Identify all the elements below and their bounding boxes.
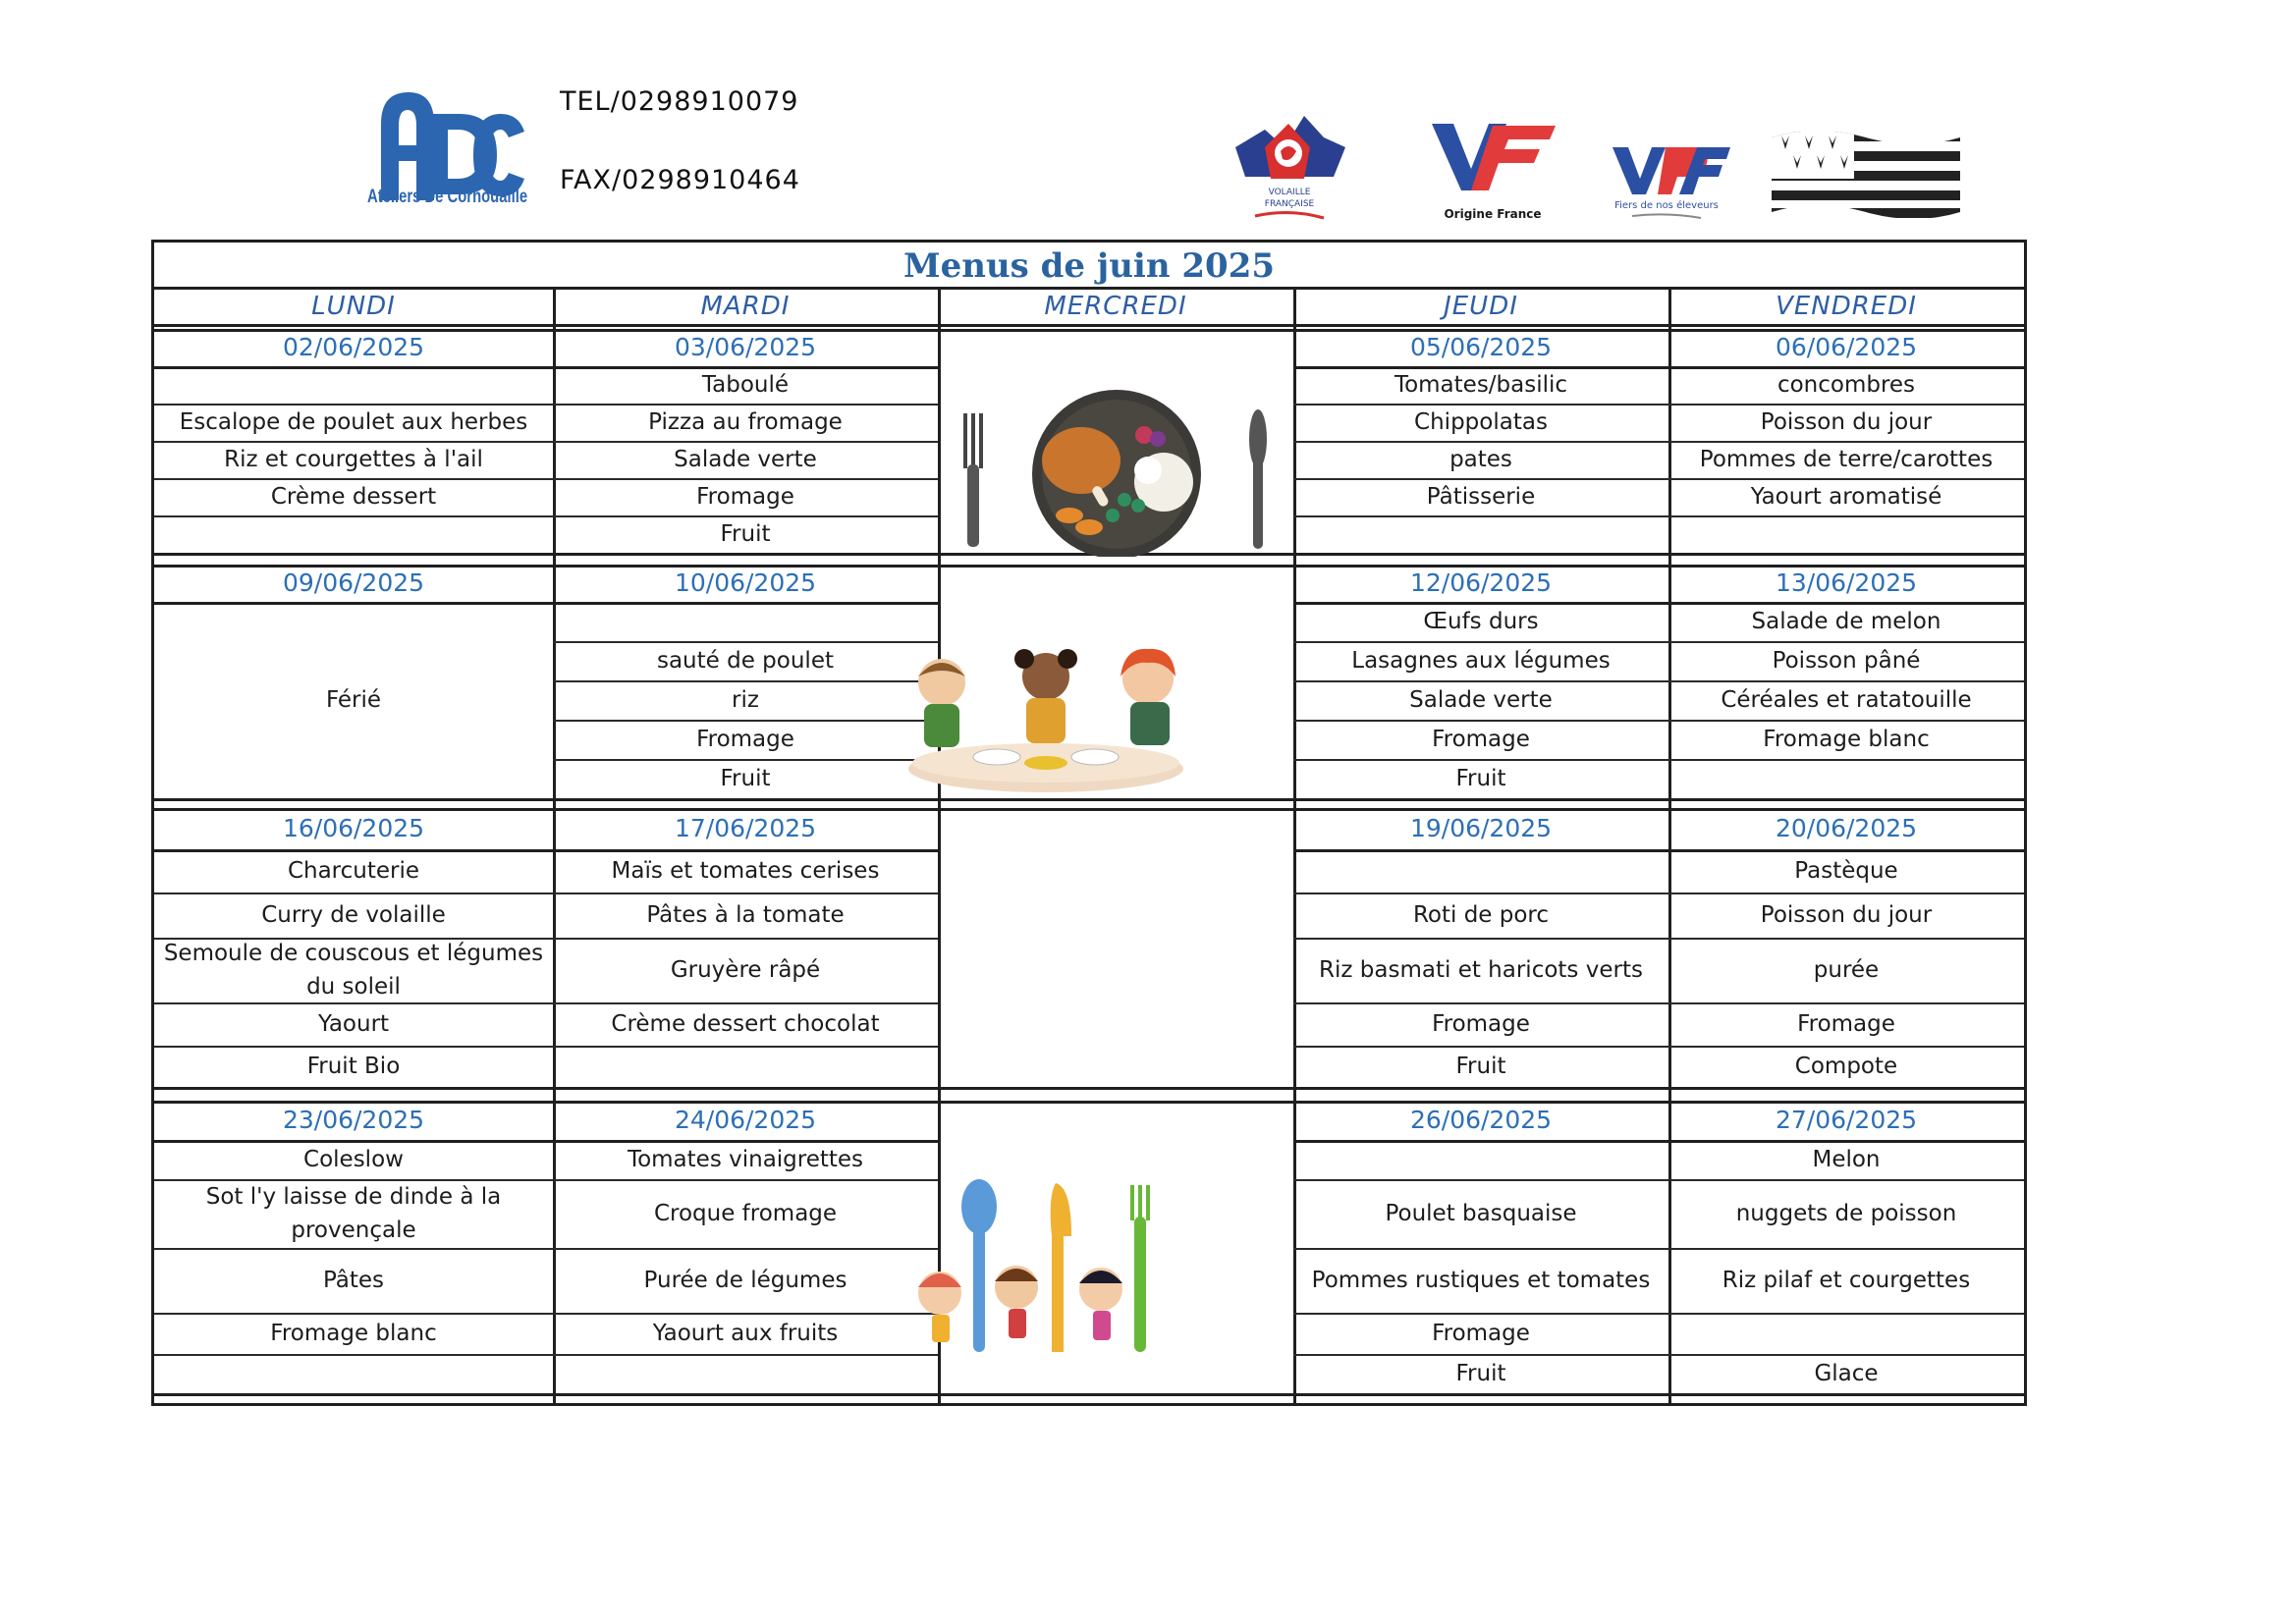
menu-item: Salade de melon <box>1751 609 1941 634</box>
day-header-lundi: LUNDI <box>154 290 553 327</box>
menu-item: Riz et courgettes à l'ail <box>224 447 483 472</box>
menu-item <box>1668 1313 2024 1354</box>
row-divider <box>154 565 2024 568</box>
date-cell-lundi: 23/06/2025 <box>282 1106 425 1134</box>
menu-item: Fromage <box>1432 727 1530 752</box>
menu-item <box>154 366 553 404</box>
contact-telephone: TEL/0298910079 <box>560 86 799 117</box>
menu-item: Fromage <box>1797 1011 1895 1037</box>
date-cell-jeudi: 19/06/2025 <box>1409 814 1553 842</box>
date-cell-mardi: 10/06/2025 <box>674 568 817 597</box>
menu-item: Tomates/basilic <box>1394 372 1568 398</box>
menu-item: Riz basmati et haricots verts <box>1319 957 1643 983</box>
svg-text:VOLAILLE: VOLAILLE <box>1268 188 1311 197</box>
page-header <box>0 0 2296 236</box>
date-cell-vendredi: 13/06/2025 <box>1775 568 1918 597</box>
date-cell-mardi: 03/06/2025 <box>674 333 817 361</box>
menu-item: Lasagnes aux légumes <box>1351 648 1611 674</box>
menu-item: Yaourt aromatisé <box>1750 484 1942 510</box>
menu-item: Poulet basquaise <box>1385 1201 1577 1226</box>
menu-item: Pâtes à la tomate <box>646 902 845 928</box>
menu-item: Pâtes <box>322 1268 385 1293</box>
date-cell-vendredi: 06/06/2025 <box>1775 333 1918 361</box>
menu-item: Sot l'y laisse de dinde à la provençale <box>205 1184 502 1243</box>
table-title: Menus de juin 2025 <box>902 246 1276 286</box>
svg-text:FRANÇAISE: FRANÇAISE <box>1264 199 1315 209</box>
day-header-mardi: MARDI <box>553 290 938 327</box>
title-row <box>154 243 2024 290</box>
menu-item: Fromage <box>1432 1321 1530 1346</box>
menu-item: Semoule de couscous et légumes du soleil <box>163 941 544 1000</box>
volaille-francaise-badge <box>1226 108 1353 224</box>
svg-text:Origine France: Origine France <box>1444 207 1542 221</box>
menu-item: Pizza au fromage <box>648 409 843 435</box>
menu-item: Escalope de poulet aux herbes <box>179 409 528 435</box>
row-divider <box>154 1393 2024 1396</box>
menu-item: Fruit <box>1455 1361 1506 1386</box>
menu-item: Melon <box>1812 1147 1881 1172</box>
menu-item: Crème dessert <box>270 484 437 510</box>
menu-item <box>1293 849 1668 893</box>
menu-table <box>151 240 2027 1406</box>
menu-item: Fromage blanc <box>1763 727 1930 752</box>
menu-item: Purée de légumes <box>643 1268 847 1293</box>
plate-icon <box>956 380 1280 557</box>
menu-item: Pommes rustiques et tomates <box>1311 1268 1651 1293</box>
date-cell-mercredi <box>938 1101 1293 1140</box>
menu-item: Chippolatas <box>1414 409 1548 435</box>
menu-item: Fruit <box>720 766 771 791</box>
kids-at-table-icon <box>899 643 1193 802</box>
menu-item: Tomates vinaigrettes <box>627 1147 864 1172</box>
menu-item: Œufs durs <box>1423 609 1539 634</box>
menu-item: Fruit <box>1455 1054 1506 1079</box>
row-divider <box>154 1101 2024 1104</box>
menu-item: Poisson du jour <box>1760 409 1933 435</box>
date-cell-jeudi: 05/06/2025 <box>1409 333 1553 361</box>
kids-with-cutlery-icon <box>910 1177 1156 1354</box>
date-cell-lundi: 02/06/2025 <box>282 333 425 361</box>
vpf-badge <box>1593 134 1740 224</box>
menu-item: pates <box>1449 447 1512 472</box>
date-cell-mercredi <box>938 329 1293 366</box>
menu-item: Fruit Bio <box>306 1054 401 1079</box>
day-header-jeudi: JEUDI <box>1293 290 1668 327</box>
holiday-cell: Férié <box>325 687 382 713</box>
row-divider <box>154 808 2024 811</box>
menu-item: Fromage <box>696 484 794 510</box>
menu-item: Poisson du jour <box>1760 902 1933 928</box>
menu-item: Compote <box>1794 1054 1898 1079</box>
menu-item: sauté de poulet <box>656 648 834 674</box>
viande-francaise-badge <box>1424 116 1561 226</box>
date-cell-lundi: 09/06/2025 <box>282 568 425 597</box>
date-cell-jeudi: 12/06/2025 <box>1409 568 1553 597</box>
menu-item: Glace <box>1814 1361 1879 1386</box>
menu-item <box>553 1354 938 1393</box>
menu-item: Croque fromage <box>653 1201 838 1226</box>
menu-item: Taboulé <box>701 372 790 398</box>
date-cell-mercredi <box>938 565 1293 602</box>
menu-item: Fromage blanc <box>270 1321 437 1346</box>
date-cell-jeudi: 26/06/2025 <box>1409 1106 1553 1134</box>
menu-item: Pastèque <box>1794 858 1898 884</box>
menu-item <box>1668 759 2024 798</box>
menu-item: Fruit <box>720 521 771 547</box>
menu-item: Pâtisserie <box>1426 484 1536 510</box>
menu-item: Coleslow <box>303 1147 404 1172</box>
date-cell-mardi: 24/06/2025 <box>674 1106 817 1134</box>
date-cell-mercredi <box>938 808 1293 849</box>
menu-item <box>154 515 553 553</box>
svg-text:Fiers de nos éleveurs: Fiers de nos éleveurs <box>1614 200 1719 211</box>
menu-item: riz <box>732 687 759 713</box>
menu-item <box>1293 515 1668 553</box>
breton-flag <box>1768 124 1964 226</box>
menu-item <box>154 1354 553 1393</box>
row-divider <box>154 1087 2024 1090</box>
menu-item: Curry de volaille <box>261 902 446 928</box>
menu-item <box>1668 515 2024 553</box>
date-cell-vendredi: 20/06/2025 <box>1775 814 1918 842</box>
menu-item: Salade verte <box>1409 687 1553 713</box>
menu-item: Pommes de terre/carottes <box>1699 447 1994 472</box>
menu-item: Fromage <box>696 727 794 752</box>
menu-item: Yaourt <box>317 1011 390 1037</box>
menu-item: Yaourt aux fruits <box>652 1321 839 1346</box>
menu-item: Riz pilaf et courgettes <box>1722 1268 1971 1293</box>
menu-item <box>1293 1140 1668 1179</box>
menu-item: Charcuterie <box>287 858 420 884</box>
menu-item: Céréales et ratatouille <box>1721 687 1972 713</box>
menu-item: nuggets de poisson <box>1735 1201 1957 1226</box>
menu-item: Gruyère râpé <box>670 957 821 983</box>
menu-item <box>553 602 938 641</box>
menu-item: Salade verte <box>674 447 817 472</box>
menu-item: Fruit <box>1455 766 1506 791</box>
contact-fax: FAX/0298910464 <box>560 165 800 195</box>
day-header-vendredi: VENDREDI <box>1668 290 2024 327</box>
menu-item: Crème dessert chocolat <box>611 1011 880 1037</box>
menu-item: concombres <box>1777 372 1916 398</box>
menu-item: Poisson pâné <box>1772 648 1921 674</box>
menu-item: Roti de porc <box>1412 902 1550 928</box>
date-cell-lundi: 16/06/2025 <box>282 814 425 842</box>
menu-item <box>553 1046 938 1087</box>
adc-caption: Ateliers De Cornouaille <box>367 187 528 207</box>
date-cell-vendredi: 27/06/2025 <box>1775 1106 1918 1134</box>
row-divider <box>154 329 2024 332</box>
date-cell-mardi: 17/06/2025 <box>674 814 817 842</box>
menu-item: Fromage <box>1432 1011 1530 1037</box>
menu-item: Maïs et tomates cerises <box>611 858 880 884</box>
menu-item: purée <box>1813 957 1880 983</box>
day-header-mercredi: MERCREDI <box>938 290 1293 327</box>
